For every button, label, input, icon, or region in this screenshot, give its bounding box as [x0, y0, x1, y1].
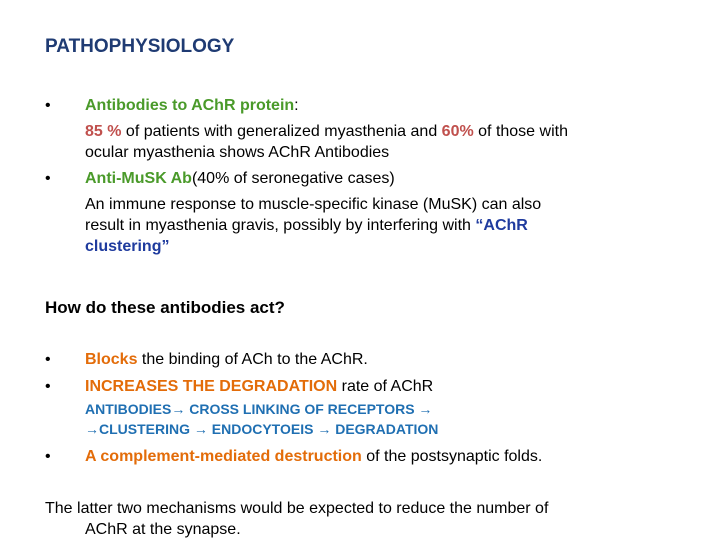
- label-complement: A complement-mediated destruction: [85, 448, 362, 465]
- bullet-glyph: •: [45, 97, 51, 114]
- label-blocks: Blocks: [85, 351, 138, 368]
- pct-60: 60%: [441, 123, 474, 140]
- text-degradation: rate of AChR: [337, 378, 434, 395]
- pathway-line2: →CLUSTERING → ENDOCYTOEIS → DEGRADATION: [85, 421, 439, 437]
- bullet-glyph: •: [45, 351, 51, 368]
- quote-clustering: clustering”: [85, 238, 170, 255]
- closing-paragraph: [45, 498, 548, 540]
- slide-title: PATHOPHYSIOLOGY: [45, 36, 235, 57]
- text-blocks: the binding of ACh to the AChR.: [137, 351, 368, 368]
- label-colon: :: [294, 97, 299, 114]
- closing-line2: AChR at the synapse.: [85, 521, 241, 538]
- label-antibodies-achr: Antibodies to AChR protein: [85, 97, 295, 114]
- para-musk-line3: [85, 236, 169, 257]
- pct-85: 85 %: [85, 123, 122, 140]
- text-complement: of the postsynaptic folds.: [361, 448, 543, 465]
- label-degradation: INCREASES THE DEGRADATION: [85, 378, 338, 395]
- text-musk-result: result in myasthenia gravis, possibly by interfering with: [85, 217, 476, 234]
- text-those-with: of those with: [473, 123, 568, 140]
- pathway-line1: ANTIBODIES→ CROSS LINKING OF RECEPTORS →: [85, 401, 433, 417]
- label-anti-musk: Anti-MuSK Ab: [85, 170, 192, 187]
- para-achr-line2: ocular myasthenia shows AChR Antibodies: [85, 144, 390, 161]
- bullet-glyph: •: [45, 378, 51, 395]
- text-generalized: of patients with generalized myasthenia and: [121, 123, 442, 140]
- closing-line1: The latter two mechanisms would be expected to reduce the number of: [45, 500, 549, 517]
- para-musk-line1: An immune response to muscle-specific kinase (MuSK) can also: [85, 196, 542, 213]
- quote-achr: “AChR: [475, 217, 528, 234]
- text-seronegative: (40% of seronegative cases): [191, 170, 395, 187]
- section-heading-antibodies-act: How do these antibodies act?: [45, 298, 285, 317]
- para-musk-line2: [85, 215, 528, 236]
- bullet-glyph: •: [45, 170, 51, 187]
- para-achr-line1: [85, 121, 568, 142]
- bullet-glyph: •: [45, 448, 51, 465]
